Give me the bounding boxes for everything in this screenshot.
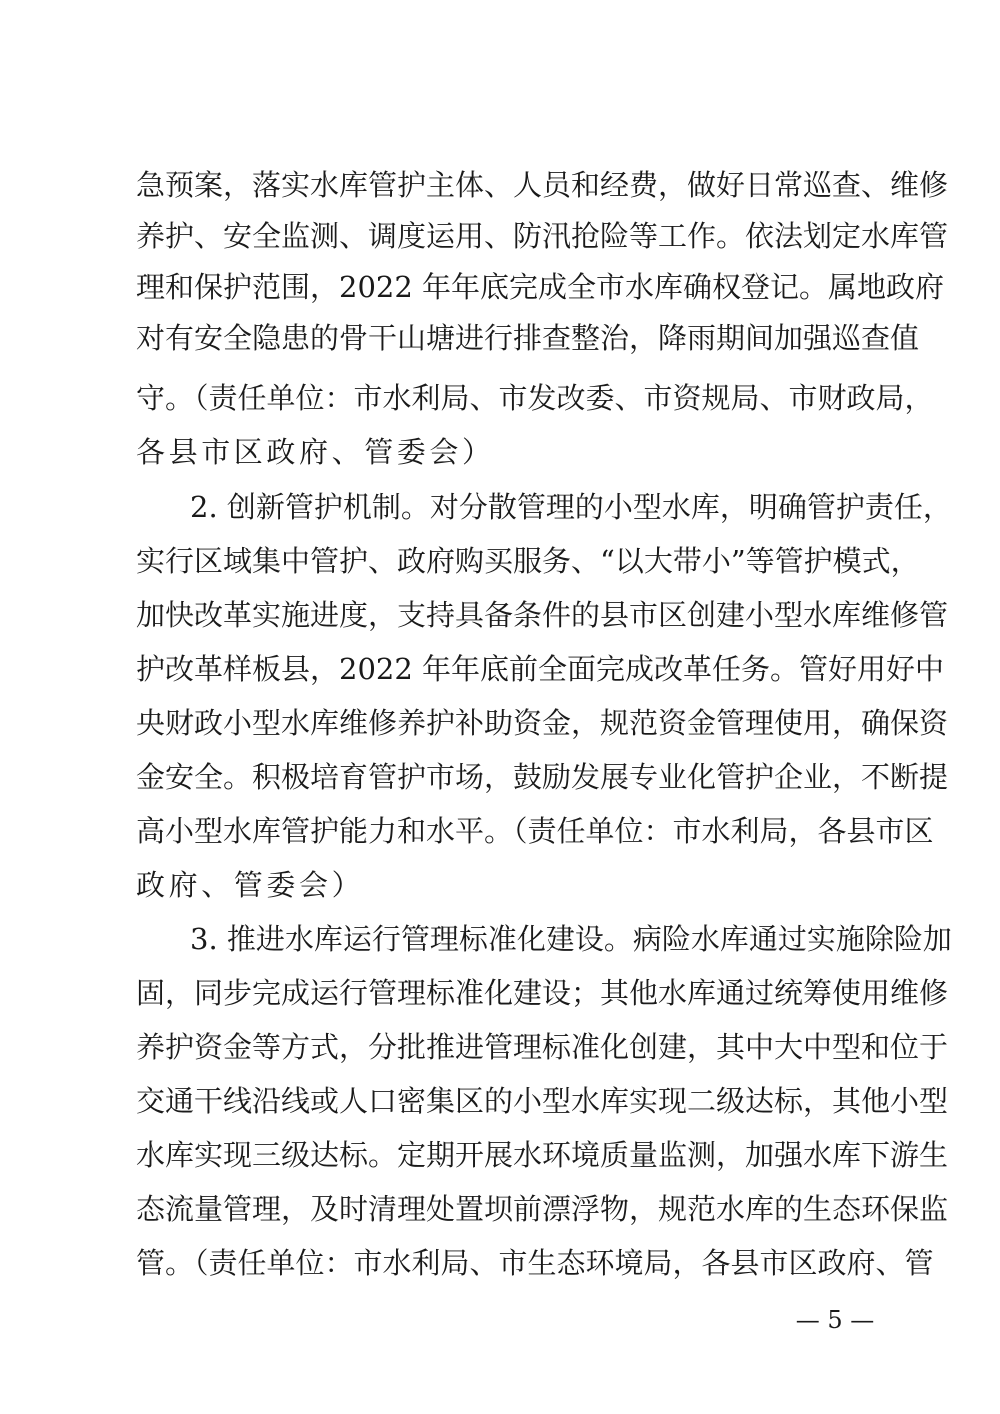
text-line: 实行区域集中管护、政府购买服务、“以大带小”等管护模式， — [136, 544, 920, 578]
text-line: 养护、安全监测、调度运用、防汛抢险等工作。依法划定水库管 — [136, 219, 949, 253]
text-line: 养护资金等方式，分批推进管理标准化创建，其中大中型和位于 — [136, 1030, 949, 1064]
text-line: 理和保护范围，2022 年年底完成全市水库确权登记。属地政府 — [136, 270, 945, 304]
text-line: 守。（责任单位：市水利局、市发改委、市资规局、市财政局， — [136, 381, 934, 415]
text-line: 交通干线沿线或人口密集区的小型水库实现二级达标，其他小型 — [136, 1084, 949, 1118]
text-line: 央财政小型水库维修养护补助资金，规范资金管理使用，确保资 — [136, 706, 949, 740]
text-line: 高小型水库管护能力和水平。（责任单位：市水利局，各县市区 — [136, 814, 934, 848]
text-line: 固，同步完成运行管理标准化建设；其他水库通过统筹使用维修 — [136, 976, 949, 1010]
text-line: 态流量管理，及时清理处置坝前漂浮物，规范水库的生态环保监 — [136, 1192, 949, 1226]
text-line: 急预案，落实水库管护主体、人员和经费，做好日常巡查、维修 — [136, 168, 949, 202]
text-line: 政府、管委会） — [136, 868, 365, 902]
text-line: 管。（责任单位：市水利局、市生态环境局，各县市区政府、管 — [136, 1246, 934, 1280]
text-line: 加快改革实施进度，支持具备条件的县市区创建小型水库维修管 — [136, 598, 949, 632]
paragraph-2-first-line: 2. 创新管护机制。对分散管理的小型水库，明确管护责任， — [190, 490, 952, 524]
paragraph-3-first-line: 3. 推进水库运行管理标准化建设。病险水库通过实施除险加 — [190, 922, 952, 956]
text-line: 对有安全隐患的骨干山塘进行排查整治，降雨期间加强巡查值 — [136, 321, 920, 355]
text-line: 金安全。积极培育管护市场，鼓励发展专业化管护企业，不断提 — [136, 760, 949, 794]
text-line: 水库实现三级达标。定期开展水环境质量监测，加强水库下游生 — [136, 1138, 949, 1172]
page-number: — 5 — — [795, 1306, 875, 1334]
text-line: 护改革样板县，2022 年年底前全面完成改革任务。管好用好中 — [136, 652, 945, 686]
text-line: 各县市区政府、管委会） — [136, 435, 495, 469]
